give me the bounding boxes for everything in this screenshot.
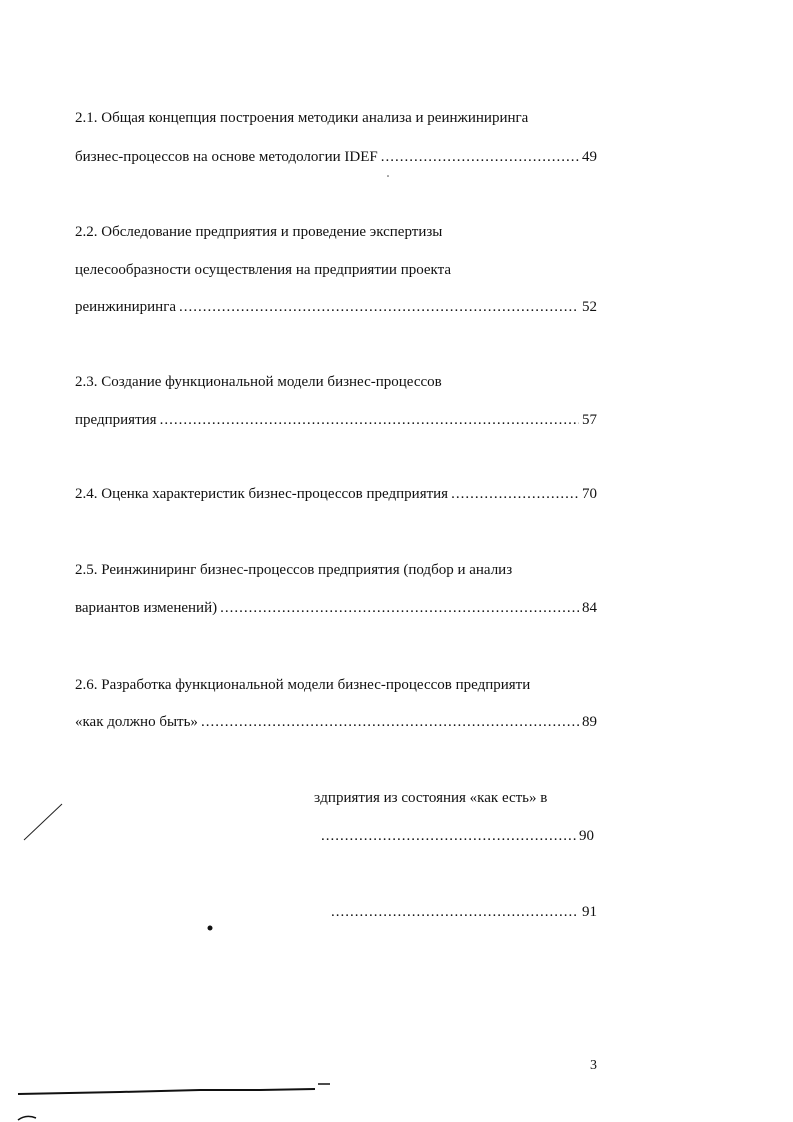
- toc-line: 2.2. Обследование предприятия и проведение экспертизы: [75, 224, 443, 240]
- scan-line-mark: [18, 1089, 315, 1094]
- toc-page: 49: [582, 149, 597, 165]
- dot-mark: [387, 175, 389, 177]
- toc-page: 70: [582, 486, 597, 502]
- page-number: 3: [590, 1058, 597, 1073]
- toc-line: 2.1. Общая концепция построения методики анализа и реинжиниринга: [75, 110, 529, 126]
- toc-line: ɜдприятия из состояния «как есть» в: [314, 790, 548, 806]
- toc-title: 2.4. Оценка характеристик бизнес-процессов предприятия: [75, 486, 449, 502]
- toc-page: 57: [582, 412, 597, 428]
- toc-title: вариантов изменений): [75, 600, 218, 616]
- pen-stroke-mark: [24, 804, 62, 840]
- toc-line: 2.5. Реинжиниринг бизнес-процессов предприятия (подбор и анализ: [75, 562, 513, 578]
- dot-mark: [208, 926, 213, 931]
- toc-title: бизнес-процессов на основе методологии IDEF: [75, 149, 378, 165]
- toc-page: 84: [582, 600, 597, 616]
- scan-curve-mark: [18, 1116, 36, 1120]
- toc-title: предприятия: [75, 412, 157, 428]
- toc-page: 89: [582, 714, 597, 730]
- toc-page: 52: [582, 299, 597, 315]
- toc-line: 2.6. Разработка функциональной модели бизнес-процессов предприяти: [75, 677, 531, 693]
- toc-page: 90: [579, 828, 594, 844]
- toc-title: реинжиниринга: [75, 299, 177, 315]
- toc-line: целесообразности осуществления на предприятии проекта: [75, 262, 452, 278]
- toc-line: 2.3. Создание функциональной модели бизнес-процессов: [75, 374, 442, 390]
- toc-title: «как должно быть»: [75, 714, 198, 730]
- toc-page: 91: [582, 904, 597, 920]
